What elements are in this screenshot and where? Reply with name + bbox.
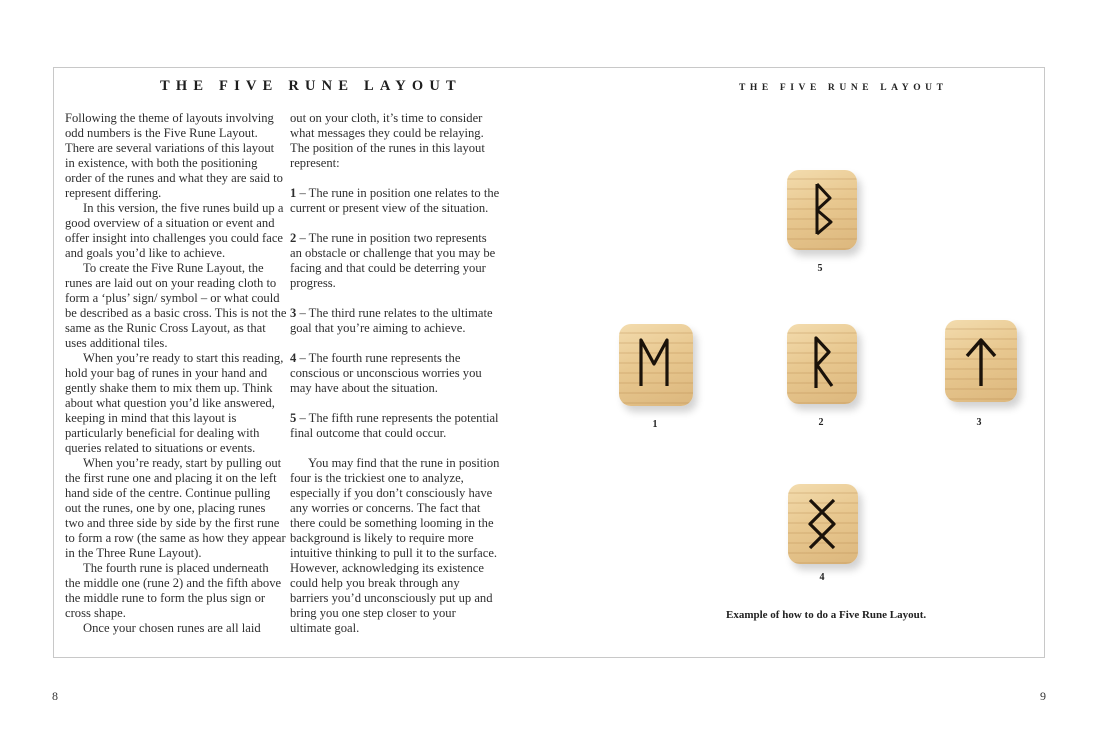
text-column-2 [290,111,500,636]
position-item-5 [290,411,500,441]
rune-label-2: 2 [818,417,824,428]
position-item-1 [290,186,500,216]
position-item-2 [290,231,500,291]
paragraph: When you’re ready, start by pulling out the first rune one and placing it on the left hand side of the centre. Continue pulling out the runes, one by one, placing runes two and three side by side by the first rune to form a row (the same as how they appear in the Three Rune Layout). [65,456,286,560]
ehwaz-icon [619,324,689,404]
text-column-1 [65,111,287,636]
tiwaz-icon [945,320,1015,400]
paragraph: Once your chosen runes are all laid [83,621,261,635]
position-number: 3 [290,306,297,320]
position-number: 2 [290,231,297,245]
paragraph: The fourth rune is placed underneath the middle one (rune 2) and the fifth above the middle rune to form the plus sign or cross shape. [65,561,282,620]
position-number: 5 [290,411,297,425]
rune-tile-3 [945,320,1017,402]
ingwaz-icon [788,484,858,564]
berkano-icon [787,170,857,250]
position-item-3 [290,306,500,336]
rune-label-4: 4 [819,572,825,583]
rune-tile-5 [787,170,857,250]
rune-tile-2 [787,324,857,404]
right-page-title: THE FIVE RUNE LAYOUT [739,83,948,93]
page-number-right: 9 [1040,689,1046,703]
position-text: – The fourth rune represents the conscious or unconscious worries you may have about the situation. [290,351,482,395]
paragraph: out on your cloth, it’s time to consider what messages they could be relaying. The position of the runes in this layout represent: [290,111,485,170]
paragraph: To create the Five Rune Layout, the runes are laid out on your reading cloth to form a ‘plus’ sign/ symbol – or what could be described as a basic cross. This is not the same as the Runic Cross Layout, as that uses additional tiles. [65,261,287,350]
left-page-title: THE FIVE RUNE LAYOUT [160,78,462,94]
rune-tile-1 [619,324,693,406]
position-text: – The third rune relates to the ultimate goal that you’re aiming to achieve. [290,306,493,335]
position-text: – The rune in position one relates to the current or present view of the situation. [290,186,500,215]
position-text: – The rune in position two represents an obstacle or challenge that you may be facing and that could be deterring your progress. [290,231,496,290]
paragraph: When you’re ready to start this reading, hold your bag of runes in your hand and gently shake them to mix them up. Think about what question you’d like answered, keeping in mind that this layout is particularly beneficial for dealing with queries related to situations or events. [65,351,284,455]
closing-paragraph: You may find that the rune in position four is the trickiest one to analyze, especially if you don’t consciously have any worries or concerns. The fact that there could be something looming in the background is likely to require more intuitive thinking to pull it to the surface. However, acknowledging its existence could help you break through any barriers you’d unconsciously put up and bring you one step closer to your ultimate goal. [290,456,500,635]
rune-label-3: 3 [976,417,982,428]
rune-label-1: 1 [652,419,658,430]
position-item-4 [290,351,500,396]
figure-caption: Example of how to do a Five Rune Layout. [726,609,927,621]
raidho-icon [787,324,857,404]
paragraph: Following the theme of layouts involving odd numbers is the Five Rune Layout. There are several variations of this layout in existence, with both the positioning order of the runes and what they are said to represent differing. [65,111,283,200]
page-number-left: 8 [52,689,58,703]
position-number: 1 [290,186,297,200]
paragraph: In this version, the five runes build up a good overview of a situation or event and offer insight into challenges you could face and goals you’d like to achieve. [65,201,284,260]
position-number: 4 [290,351,297,365]
position-text: – The fifth rune represents the potential final outcome that could occur. [290,411,499,440]
rune-tile-4 [788,484,858,564]
rune-label-5: 5 [817,263,823,274]
